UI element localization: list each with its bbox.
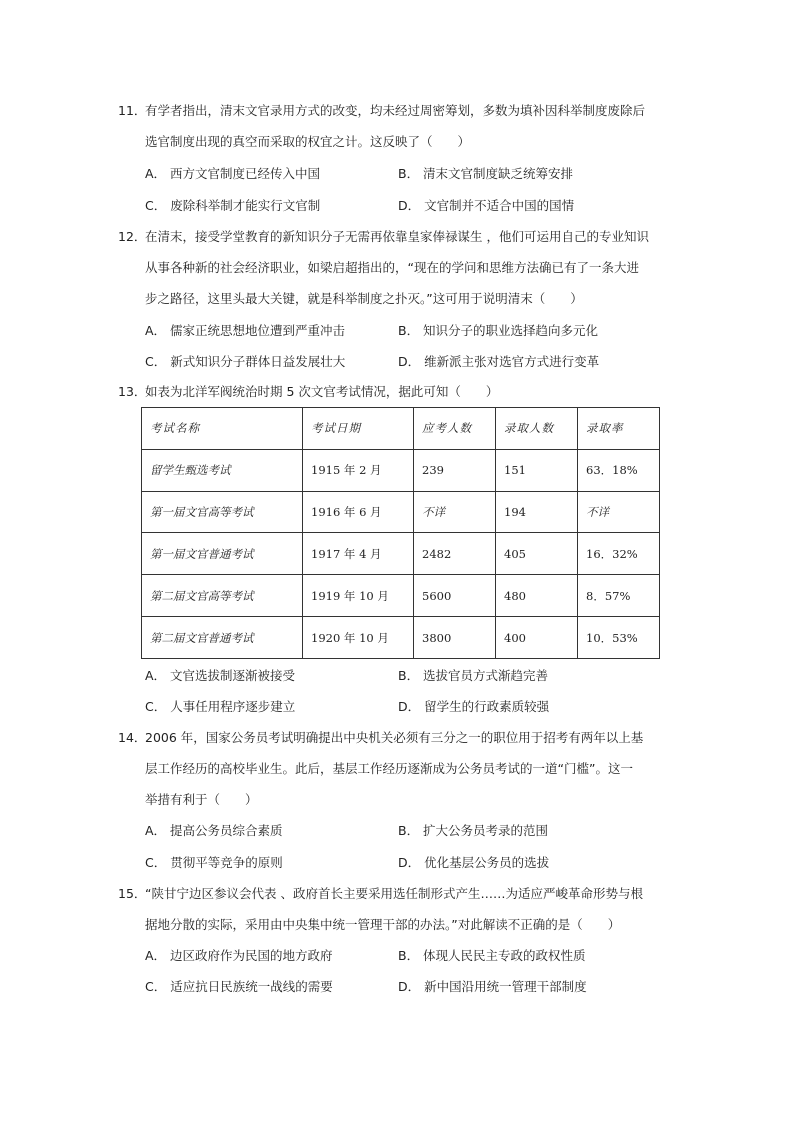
question-text-line: 在清末，接受学堂教育的新知识分子无需再依靠皇家俸禄谋生 ，他们可运用自己的专业知识 bbox=[145, 229, 649, 244]
table-cell: 10．53% bbox=[578, 617, 660, 659]
table-header-cell: 录取率 bbox=[578, 408, 660, 450]
option-b[interactable]: B． 扩大公务员考录的范围 bbox=[398, 823, 549, 838]
question-text-line: 如表为北洋军阀统治时期 5 次文官考试情况，据此可知（ ） bbox=[145, 384, 499, 399]
option-c[interactable]: C． 废除科举制才能实行文官制 bbox=[145, 198, 321, 213]
table-cell: 400 bbox=[496, 617, 578, 659]
question-number: 13． bbox=[118, 384, 147, 399]
option-b[interactable]: B． 选拔官员方式渐趋完善 bbox=[398, 668, 549, 683]
question-number: 15． bbox=[118, 886, 147, 901]
table-row bbox=[142, 491, 660, 533]
question-text-line: 有学者指出，清末文官录用方式的改变，均未经过周密筹划，多数为填补因科举制度废除后 bbox=[145, 103, 646, 118]
table-header-row bbox=[142, 408, 660, 450]
question-text-line: 据地分散的实际，采用由中央集中统一管理干部的办法。”对此解读不正确的是（ ） bbox=[145, 917, 621, 932]
option-c[interactable]: C． 适应抗日民族统一战线的需要 bbox=[145, 979, 333, 994]
question-text-line: 层工作经历的高校毕业生。此后，基层工作经历逐渐成为公务员考试的一道“门槛”。这一 bbox=[145, 761, 633, 776]
table-cell: 1916 年 6 月 bbox=[303, 491, 414, 533]
table-cell: 8．57% bbox=[578, 575, 660, 617]
table-row bbox=[142, 617, 660, 659]
option-c[interactable]: C． 贯彻平等竞争的原则 bbox=[145, 855, 283, 870]
question-text-line: “陕甘宁边区参议会代表 、政府首长主要采用选任制形式产生……为适应严峻革命形势与根 bbox=[145, 886, 643, 901]
option-d[interactable]: D． 留学生的行政素质较强 bbox=[398, 699, 550, 714]
option-a[interactable]: A． 边区政府作为民国的地方政府 bbox=[145, 948, 333, 963]
option-d[interactable]: D． 优化基层公务员的选拔 bbox=[398, 855, 550, 870]
question-text-line: 步之路径，这里头最大关键，就是科举制度之扑灭。”这可用于说明清末（ ） bbox=[145, 291, 583, 306]
table-header-cell: 应考人数 bbox=[414, 408, 496, 450]
question-text-line: 选官制度出现的真空而采取的权宜之计。这反映了（ ） bbox=[145, 134, 471, 149]
option-c[interactable]: C． 新式知识分子群体日益发展壮大 bbox=[145, 354, 346, 369]
table-header-cell: 考试日期 bbox=[303, 408, 414, 450]
table-cell: 151 bbox=[496, 449, 578, 491]
table-row bbox=[142, 449, 660, 491]
table-cell: 405 bbox=[496, 533, 578, 575]
table-cell: 第一届文官普通考试 bbox=[142, 533, 303, 575]
question-text-line: 从事各种新的社会经济职业，如梁启超指出的，“现在的学问和思维方法确已有了一条大进 bbox=[145, 260, 639, 275]
option-b[interactable]: B． 知识分子的职业选择趋向多元化 bbox=[398, 323, 599, 338]
table-cell: 留学生甄选考试 bbox=[142, 449, 303, 491]
table-cell: 不详 bbox=[578, 491, 660, 533]
option-d[interactable]: D． 文官制并不适合中国的国情 bbox=[398, 198, 575, 213]
table-cell: 2482 bbox=[414, 533, 496, 575]
option-c[interactable]: C． 人事任用程序逐步建立 bbox=[145, 699, 296, 714]
question-text-line: 2006 年，国家公务员考试明确提出中央机关必须有三分之一的职位用于招考有两年以上基 bbox=[145, 730, 644, 745]
option-a[interactable]: A． 文官选拔制逐渐被接受 bbox=[145, 668, 296, 683]
table-cell: 第一届文官高等考试 bbox=[142, 491, 303, 533]
table-header-cell: 录取人数 bbox=[496, 408, 578, 450]
table-cell: 1915 年 2 月 bbox=[303, 449, 414, 491]
table-cell: 第二届文官普通考试 bbox=[142, 617, 303, 659]
table-row bbox=[142, 533, 660, 575]
table-cell: 480 bbox=[496, 575, 578, 617]
option-a[interactable]: A． 西方文官制度已经传入中国 bbox=[145, 166, 321, 181]
option-d[interactable]: D． 维新派主张对选官方式进行变革 bbox=[398, 354, 600, 369]
question-text-line: 举措有利于（ ） bbox=[145, 792, 258, 807]
table-cell: 3800 bbox=[414, 617, 496, 659]
table-cell: 194 bbox=[496, 491, 578, 533]
table-cell: 不详 bbox=[414, 491, 496, 533]
exam-statistics-table bbox=[141, 407, 660, 659]
question-number: 12． bbox=[118, 229, 147, 244]
table-header-cell: 考试名称 bbox=[142, 408, 303, 450]
table-cell: 16．32% bbox=[578, 533, 660, 575]
table-cell: 63．18% bbox=[578, 449, 660, 491]
table-row bbox=[142, 575, 660, 617]
question-number: 14． bbox=[118, 730, 147, 745]
option-b[interactable]: B． 清末文官制度缺乏统筹安排 bbox=[398, 166, 574, 181]
question-number: 11． bbox=[118, 103, 147, 118]
option-a[interactable]: A． 儒家正统思想地位遭到严重冲击 bbox=[145, 323, 346, 338]
table-cell: 239 bbox=[414, 449, 496, 491]
option-d[interactable]: D． 新中国沿用统一管理干部制度 bbox=[398, 979, 587, 994]
table-cell: 1917 年 4 月 bbox=[303, 533, 414, 575]
table-cell: 1919 年 10 月 bbox=[303, 575, 414, 617]
table-cell: 5600 bbox=[414, 575, 496, 617]
table-cell: 第二届文官高等考试 bbox=[142, 575, 303, 617]
option-a[interactable]: A． 提高公务员综合素质 bbox=[145, 823, 283, 838]
option-b[interactable]: B． 体现人民民主专政的政权性质 bbox=[398, 948, 586, 963]
table-cell: 1920 年 10 月 bbox=[303, 617, 414, 659]
